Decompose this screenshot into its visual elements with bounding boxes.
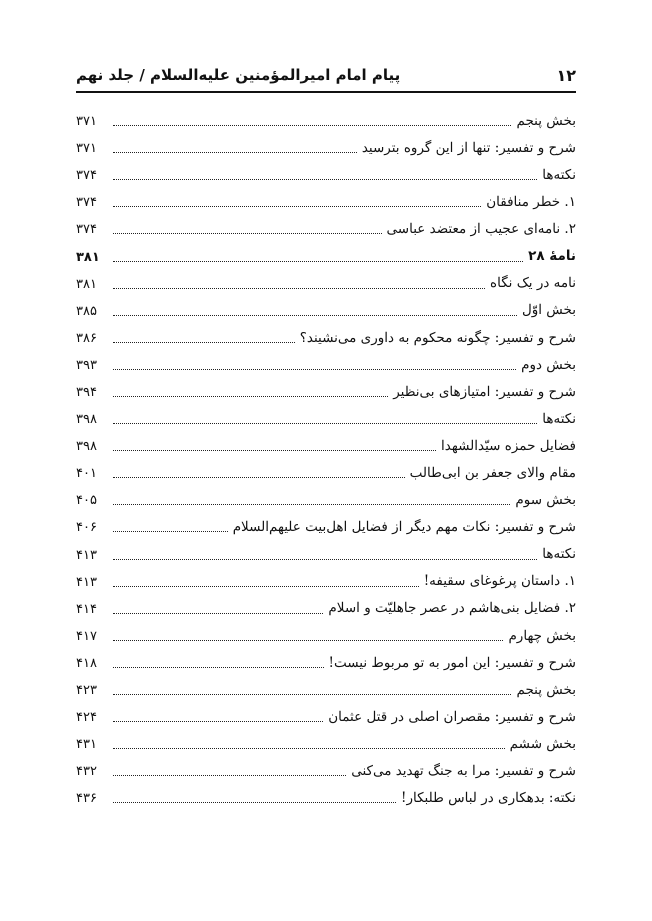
dot-leader: [113, 531, 228, 532]
toc-entry-title: بخش پنجم: [516, 112, 576, 129]
dot-leader: [113, 288, 485, 289]
toc-entry-page: ۴۳۱: [76, 737, 97, 753]
toc-entry: [76, 487, 576, 514]
dot-leader: [113, 613, 323, 614]
toc-entry: [76, 216, 576, 243]
toc-entry-title: بخش اوّل: [521, 302, 576, 319]
page-number: ۱۲: [556, 65, 576, 85]
toc-entry-title: شرح و تفسیر: مرا به جنگ تهدید می‌کنی: [351, 763, 576, 780]
toc-entry-title: نامه در یک نگاه: [490, 275, 576, 292]
toc-entry-title: شرح و تفسیر: امتیازهای بی‌نظیر: [393, 383, 576, 400]
toc-entry-title: فضایل حمزه سیّدالشهدا: [441, 437, 576, 454]
dot-leader: [113, 775, 346, 776]
running-header: [76, 62, 576, 88]
toc-entry: [76, 352, 576, 379]
dot-leader: [113, 802, 396, 803]
header-rule: [76, 91, 576, 93]
dot-leader: [113, 667, 324, 668]
toc-entry-title: ۱. خطر منافقان: [486, 194, 576, 211]
toc-entry-page: ۴۳۶: [76, 791, 97, 807]
dot-leader: [113, 423, 537, 424]
toc-entry: [76, 433, 576, 460]
dot-leader: [113, 396, 388, 397]
toc-entry: [76, 379, 576, 406]
toc-entry-title: شرح و تفسیر: این امور به تو مربوط نیست!: [328, 654, 576, 671]
toc-entry-title: بخش چهارم: [508, 627, 576, 644]
toc-entry-page: ۴۱۷: [76, 628, 97, 644]
table-of-contents: [76, 108, 576, 812]
toc-entry-title: بخش ششم: [509, 735, 576, 752]
toc-entry-page: ۳۹۴: [76, 384, 97, 400]
toc-entry: [76, 135, 576, 162]
toc-entry-title: ۲. فضایل بنی‌هاشم در عصر جاهلیّت و اسلام: [328, 600, 576, 617]
toc-entry: [76, 514, 576, 541]
toc-entry: [76, 596, 576, 623]
toc-entry: [76, 623, 576, 650]
toc-entry-page: ۳۹۸: [76, 412, 97, 428]
toc-entry-title: بخش سوم: [515, 492, 576, 509]
dot-leader: [113, 640, 503, 641]
toc-entry-page: ۴۲۴: [76, 710, 97, 726]
toc-entry: [76, 406, 576, 433]
toc-entry-title: بخش پنجم: [516, 681, 576, 698]
toc-entry-page: ۳۷۴: [76, 168, 97, 184]
toc-entry-title: نامهٔ ۲۸: [528, 248, 576, 265]
dot-leader: [113, 586, 419, 587]
toc-entry: [76, 731, 576, 758]
toc-entry-page: ۳۸۵: [76, 303, 97, 319]
toc-entry-page: ۳۸۶: [76, 330, 97, 346]
toc-entry-title: شرح و تفسیر: تنها از این گروه بترسید: [361, 139, 576, 156]
toc-entry-page: ۳۹۸: [76, 439, 97, 455]
dot-leader: [113, 152, 357, 153]
toc-entry-title: شرح و تفسیر: چگونه محکوم به داوری می‌نشیند؟: [299, 329, 576, 346]
toc-entry-title: نکته‌ها: [542, 410, 576, 427]
toc-entry-page: ۴۱۳: [76, 574, 97, 590]
toc-entry-title: شرح و تفسیر: نکات مهم دیگر از فضایل اهل‌بیت علیهم‌السلام: [232, 519, 576, 536]
dot-leader: [113, 450, 436, 451]
toc-entry-title: بخش دوم: [521, 356, 576, 373]
dot-leader: [113, 559, 537, 560]
toc-entry: [76, 460, 576, 487]
dot-leader: [113, 342, 295, 343]
toc-entry-page: ۳۷۱: [76, 114, 97, 130]
dot-leader: [113, 179, 537, 180]
toc-entry-page: ۳۷۴: [76, 222, 97, 238]
toc-entry: [76, 243, 576, 270]
toc-entry-page: ۳۸۱: [76, 249, 100, 265]
toc-entry-title: نکته‌ها: [542, 166, 576, 183]
toc-entry-page: ۴۱۳: [76, 547, 97, 563]
toc-entry-title: نکته‌ها: [542, 546, 576, 563]
dot-leader: [113, 369, 516, 370]
dot-leader: [113, 315, 517, 316]
toc-entry: [76, 704, 576, 731]
toc-entry-page: ۴۱۴: [76, 601, 97, 617]
dot-leader: [113, 206, 481, 207]
toc-entry-page: ۳۸۱: [76, 276, 97, 292]
toc-entry-page: ۴۱۸: [76, 655, 97, 671]
toc-entry: [76, 677, 576, 704]
toc-entry: [76, 569, 576, 596]
dot-leader: [113, 261, 523, 262]
toc-entry: [76, 785, 576, 812]
toc-entry: [76, 542, 576, 569]
toc-entry-page: ۴۳۲: [76, 764, 97, 780]
toc-entry-page: ۴۰۵: [76, 493, 97, 509]
toc-entry: [76, 189, 576, 216]
toc-entry: [76, 758, 576, 785]
dot-leader: [113, 233, 382, 234]
toc-entry-page: ۴۰۱: [76, 466, 97, 482]
dot-leader: [113, 504, 510, 505]
toc-entry: [76, 271, 576, 298]
toc-entry-page: ۳۷۱: [76, 141, 97, 157]
toc-entry: [76, 325, 576, 352]
toc-entry-title: مقام والای جعفر بن ابی‌طالب: [409, 465, 576, 482]
toc-entry-title: ۱. داستان پرغوغای سقیفه!: [423, 573, 576, 590]
toc-entry: [76, 650, 576, 677]
running-title: پیام امام امیرالمؤمنین علیه‌السلام / جلد نهم: [76, 66, 401, 84]
dot-leader: [113, 694, 511, 695]
dot-leader: [113, 477, 405, 478]
toc-entry: [76, 108, 576, 135]
toc-entry: [76, 298, 576, 325]
toc-entry-page: ۳۷۴: [76, 195, 97, 211]
toc-entry-page: ۴۰۶: [76, 520, 97, 536]
toc-entry-page: ۳۹۳: [76, 357, 97, 373]
toc-entry-page: ۴۲۳: [76, 683, 97, 699]
dot-leader: [113, 125, 511, 126]
toc-entry-title: شرح و تفسیر: مقصران اصلی در قتل عثمان: [328, 708, 576, 725]
dot-leader: [113, 721, 323, 722]
toc-entry-title: ۲. نامه‌ای عجیب از معتضد عباسی: [386, 221, 576, 238]
toc-entry: [76, 162, 576, 189]
toc-entry-title: نکته: بدهکاری در لباس طلبکار!: [401, 790, 576, 807]
dot-leader: [113, 748, 505, 749]
